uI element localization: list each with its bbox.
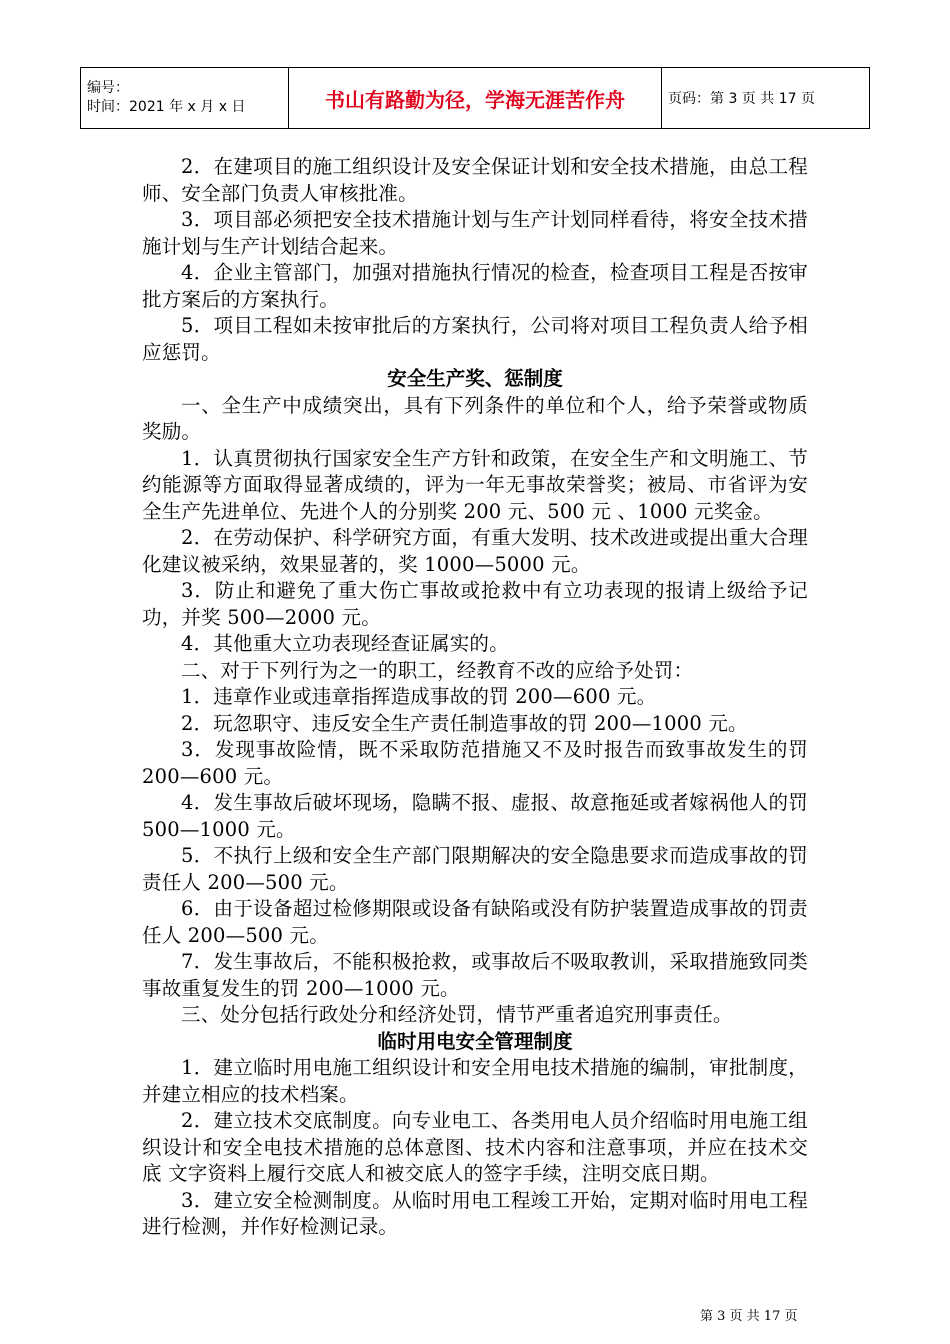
header-meta-cell: [81, 68, 289, 129]
body-paragraph: 二、对于下列行为之一的职工，经教育不改的应给予处罚：: [181, 658, 694, 682]
date-label: 时间：2021 年 x 月 x 日: [87, 99, 246, 115]
document-body: [142, 154, 808, 1241]
body-paragraph: 3．建立安全检测制度。从临时用电工程竣工开始，定期对临时用电工程进行检测，并作好检测记录。: [142, 1188, 808, 1238]
body-paragraph: 2．玩忽职守、违反安全生产责任制造事故的罚 200—1000 元。: [181, 711, 748, 735]
section-heading: 临时用电安全管理制度: [377, 1029, 573, 1053]
body-paragraph: 3．发现事故险情，既不采取防范措施又不及时报告而致事故发生的罚 200—600 元。: [142, 738, 808, 788]
body-paragraph: 6．由于设备超过检修期限或设备有缺陷或没有防护装置造成事故的罚责任人 200—500 元。: [142, 897, 808, 947]
body-paragraph: 5．不执行上级和安全生产部门限期解决的安全隐患要求而造成事故的罚责任人 200—500 元。: [142, 844, 808, 894]
body-paragraph: 7．发生事故后，不能积极抢救，或事故后不吸取教训，采取措施致同类事故重复发生的罚 200—1000 元。: [142, 950, 808, 1000]
header-page-number: 页码：第 3 页 共 17 页: [662, 68, 870, 129]
body-paragraph: 3．项目部必须把安全技术措施计划与生产计划同样看待，将安全技术措施计划与生产计划结合起来。: [142, 208, 808, 258]
body-paragraph: 4．发生事故后破坏现场，隐瞒不报、虚报、故意拖延或者嫁祸他人的罚 500—1000 元。: [142, 791, 808, 841]
document-header: [80, 67, 870, 129]
header-motto: 书山有路勤为径，学海无涯苦作舟: [289, 68, 662, 129]
body-paragraph: 1．认真贯彻执行国家安全生产方针和政策，在安全生产和文明施工、节约能源等方面取得显著成绩的，评为一年无事故荣誉奖；被局、市省评为安全生产先进单位、先进个人的分别奖 200 元、500 元 、1000 元奖金。: [142, 446, 808, 523]
body-paragraph: 2．建立技术交底制度。向专业电工、各类用电人员介绍临时用电施工组织设计和安全电技术措施的总体意图、技术内容和注意事项，并应在技术交底 文字资料上履行交底人和被交底人的签字手续，注明交底日期。: [142, 1109, 808, 1185]
body-paragraph: 3．防止和避免了重大伤亡事故或抢救中有立功表现的报请上级给予记功，并奖 500—2000 元。: [142, 579, 808, 629]
body-paragraph: 1．违章作业或违章指挥造成事故的罚 200—600 元。: [181, 685, 657, 708]
body-paragraph: 1．建立临时用电施工组织设计和安全用电技术措施的编制，审批制度，并建立相应的技术档案。: [142, 1056, 808, 1106]
body-paragraph: 2．在建项目的施工组织设计及安全保证计划和安全技术措施，由总工程师、安全部门负责人审核批准。: [142, 155, 808, 205]
body-paragraph: 2．在劳动保护、科学研究方面，有重大发明、技术改进或提出重大合理化建议被采纳，效果显著的，奖 1000—5000 元。: [142, 526, 808, 576]
body-paragraph: 5．项目工程如未按审批后的方案执行，公司将对项目工程负责人给予相应惩罚。: [142, 314, 808, 364]
number-label: 编号：: [87, 80, 129, 96]
page-footer: 第 3 页 共 17 页: [700, 1309, 798, 1324]
section-heading: 安全生产奖、惩制度: [387, 367, 563, 390]
body-paragraph: 三、处分包括行政处分和经济处罚，情节严重者追究刑事责任。: [181, 1003, 733, 1026]
body-paragraph: 一、全生产中成绩突出，具有下列条件的单位和个人，给予荣誉或物质奖励。: [142, 393, 808, 443]
body-paragraph: 4．企业主管部门，加强对措施执行情况的检查，检查项目工程是否按审批方案后的方案执行。: [142, 261, 808, 311]
body-paragraph: 4．其他重大立功表现经查证属实的。: [181, 632, 509, 655]
